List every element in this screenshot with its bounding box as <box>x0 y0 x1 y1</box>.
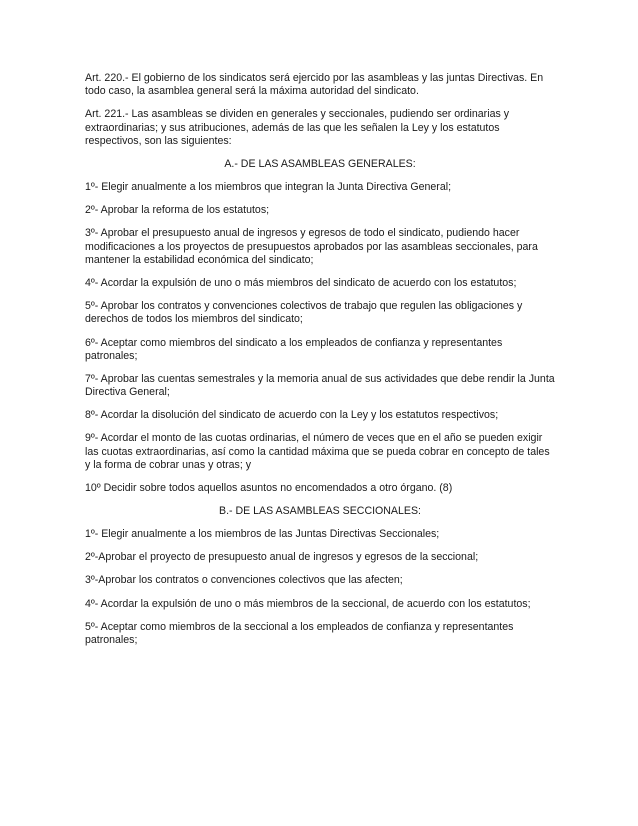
section-heading-general-assemblies: A.- DE LAS ASAMBLEAS GENERALES: <box>224 158 416 171</box>
list-item: 2º- Aprobar la reforma de los estatutos; <box>85 204 270 217</box>
list-item: 7º- Aprobar las cuentas semestrales y la memoria anual de sus actividades que debe rendir la Junta Directiva General; <box>85 372 555 399</box>
list-item: 6º- Aceptar como miembros del sindicato a los empleados de confianza y representantes patronales; <box>85 336 503 362</box>
list-item: 10º Decidir sobre todos aquellos asuntos no encomendados a otro órgano. (8) <box>85 482 453 495</box>
list-item: 3º- Aprobar el presupuesto anual de ingresos y egresos de todo el sindicato, pudiendo hacer modificaciones a los proyectos de presupuestos aprobados por las asambleas seccionales, para mantener la estabilidad económica del sindicato; <box>85 227 538 266</box>
list-item: 1º- Elegir anualmente a los miembros de las Juntas Directivas Seccionales; <box>85 528 440 541</box>
section-heading-sectional-assemblies: B.- DE LAS ASAMBLEAS SECCIONALES: <box>219 505 421 518</box>
list-item: 8º- Acordar la disolución del sindicato de acuerdo con la Ley y los estatutos respectivos; <box>85 409 499 422</box>
article-220-paragraph: Art. 220.- El gobierno de los sindicatos será ejercido por las asambleas y las juntas Directivas. En todo caso, la asamblea general será la máxima autoridad del sindicato. <box>85 72 544 98</box>
list-item: 4º- Acordar la expulsión de uno o más miembros de la seccional, de acuerdo con los estatutos; <box>85 597 531 610</box>
list-item: 9º- Acordar el monto de las cuotas ordinarias, el número de veces que en el año se pueden exigir las cuotas extraordinarias, así como la cantidad máxima que se pueda cobrar en concepto de tales y la forma de cobrar unas y otras; y <box>85 432 550 471</box>
list-item: 5º- Aceptar como miembros de la seccional a los empleados de confianza y representantes patronales; <box>85 620 514 646</box>
list-item: 2º-Aprobar el proyecto de presupuesto anual de ingresos y egresos de la seccional; <box>85 551 479 564</box>
list-item: 1º- Elegir anualmente a los miembros que integran la Junta Directiva General; <box>85 181 452 194</box>
document-page <box>85 72 555 657</box>
article-221-paragraph: Art. 221.- Las asambleas se dividen en generales y seccionales, pudiendo ser ordinarias y extraordinarias; y sus atribuciones, además de las que les señalen la Ley y los estatutos respectivos, son las siguientes: <box>85 108 509 147</box>
list-item: 3º-Aprobar los contratos o convenciones colectivos que las afecten; <box>85 574 403 587</box>
list-item: 4º- Acordar la expulsión de uno o más miembros del sindicato de acuerdo con los estatutos; <box>85 277 517 290</box>
list-item: 5º- Aprobar los contratos y convenciones colectivos de trabajo que regulen las obligaciones y derechos de todos los miembros del sindicato; <box>85 300 523 326</box>
